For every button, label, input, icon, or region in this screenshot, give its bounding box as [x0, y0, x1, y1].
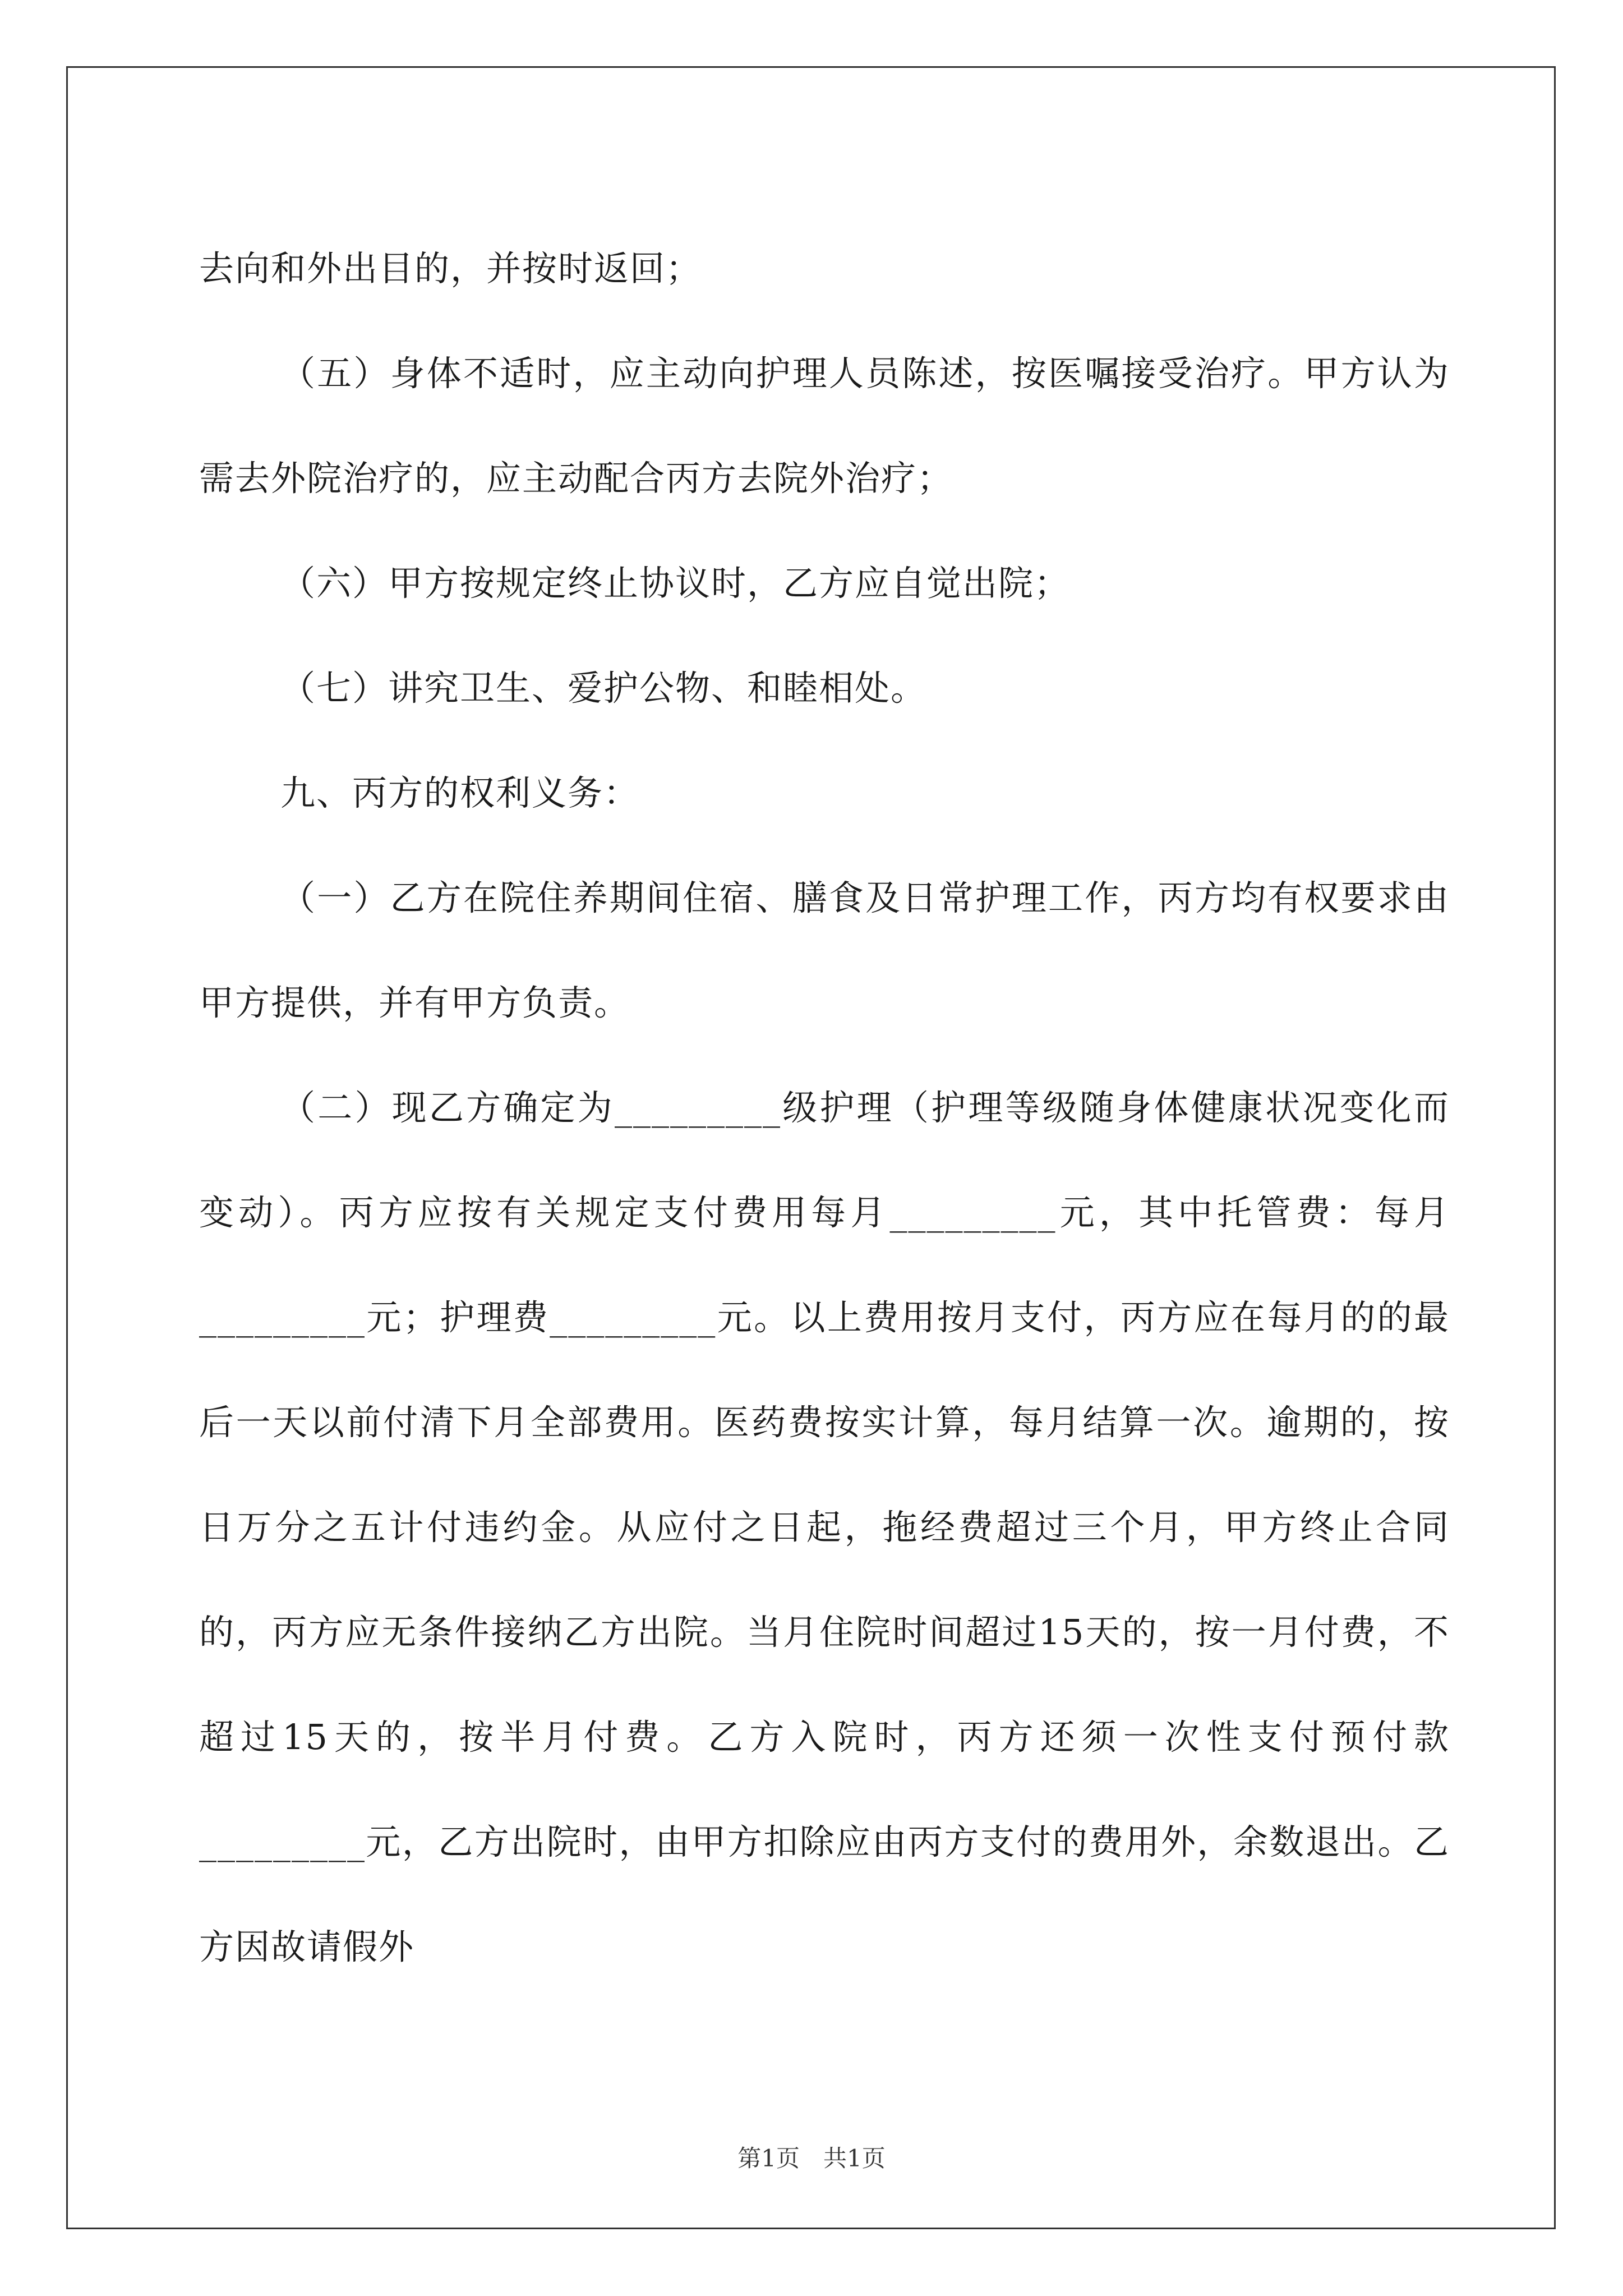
page-footer: 第1页 共1页	[737, 2145, 886, 2172]
paragraph-4: （七）讲究卫生、爱护公物、和睦相处。	[280, 668, 927, 708]
section-heading-9: 九、丙方的权利义务：	[280, 772, 640, 813]
paragraph-3: （六）甲方按规定终止协议时，乙方应自觉出院；	[280, 563, 1071, 604]
document-body	[199, 216, 1450, 1999]
paragraph-2: （五）身体不适时，应主动向护理人员陈述，按医嘱接受治疗。甲方认为需去外院治疗的，应主动配合丙方去院外治疗；	[199, 353, 1450, 499]
paragraph-6: （一）乙方在院住养期间住宿、膳食及日常护理工作，丙方均有权要求由甲方提供，并有甲方负责。	[199, 877, 1450, 1023]
paragraph-1: 去向和外出目的，并按时返回；	[199, 248, 702, 289]
paragraph-7: （二）现乙方确定为_________级护理（护理等级随身体健康状况变化而变动）。丙方应按有关规定支付费用每月_________元，其中托管费：每月_________元；护理费_________元。以上费用按月支付，丙方应在每月的的最后一天以前付清下月全部费用。医药费按实计算，每月结算一次。逾期的，按日万分之五计付违约金。从应付之日起，拖经费超过三个月，甲方终止合同的，丙方应无条件接纳乙方出院。当月住院时间超过15天的，按一月付费，不超过15天的，按半月付费。乙方入院时，丙方还须一次性支付预付款_________元，乙方出院时，由甲方扣除应由丙方支付的费用外，余数退出。乙方因故请假外	[199, 1087, 1450, 1967]
